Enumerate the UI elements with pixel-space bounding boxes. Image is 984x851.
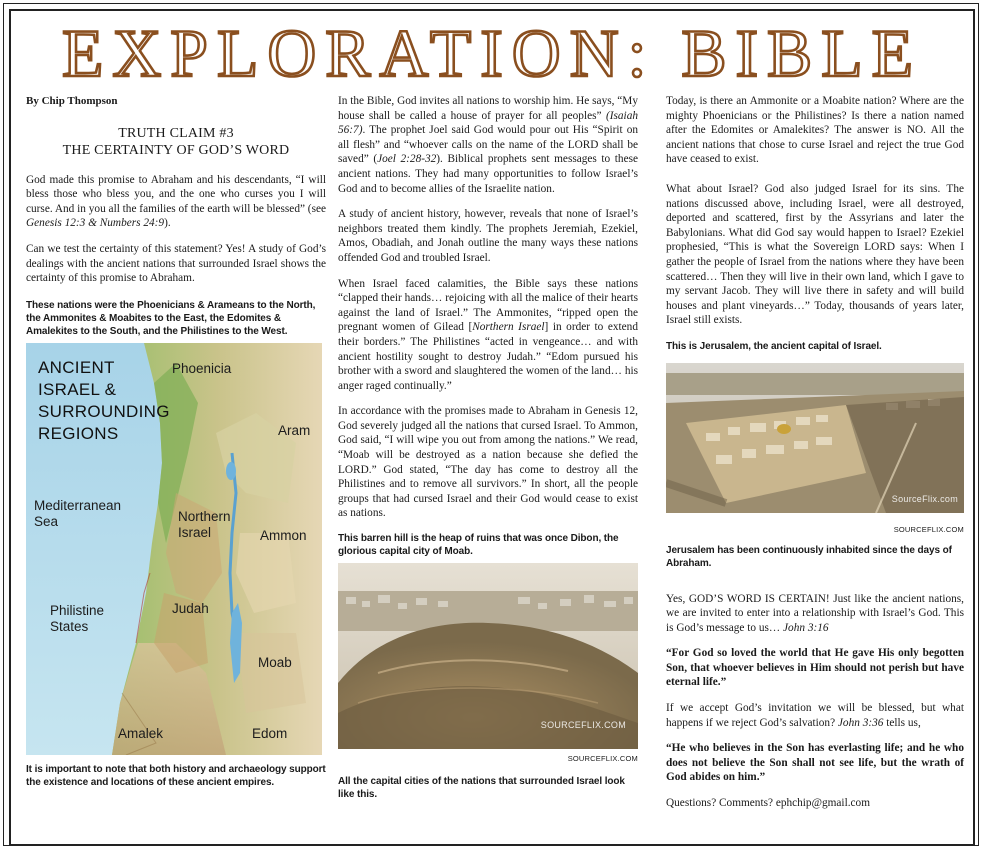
map-label-ammon: Ammon: [260, 527, 307, 543]
bracketed-note: Northern Israel: [472, 321, 545, 334]
text-span: Yes, GOD’S WORD IS CERTAIN! Just like the ancient nations, we are invited to enter into a relationship with Israel’s God. This is God’s message to us…: [666, 592, 964, 634]
text-span: When Israel faced calamities, the Bible says these nations “clapped their hands… rejoicing with all the malice of their hearts against the land of Israel.” The Ammonites, “ripped open the pregnant women of Gilead [: [338, 277, 638, 334]
photo-watermark: SOURCEFLIX.COM: [540, 720, 626, 731]
text-span: . The prophet Joel said God would pour out His “Spirit on all flesh” and “whoever calls on the name of the LORD shall be saved” (: [338, 124, 638, 166]
map-label-amalek: Amalek: [118, 725, 164, 741]
paragraph: What about Israel? God also judged Israel for its sins. The nations discussed above, including Israel, were all destroyed, deported and scattered, first by the Assyrians and later the Babylonians. What did God say would happen to Israel? Ezekiel prophesied, “This is what the Sovereign LORD says: When I gather the people of Israel from the nations where they have been scattered… Then they will live in their own land, which I gave to my servant Jacob. They will live there in safety and will build houses and plant vineyards…” Today, thousands of years later, Israel still exists.: [666, 182, 964, 327]
column-2: [338, 94, 638, 806]
masthead-title: EXPLORATION: BIBLE: [62, 16, 922, 86]
scripture-reference: Genesis 12:3 & Numbers 24:9: [26, 217, 165, 230]
map-label-line: States: [50, 618, 89, 634]
map-label-line: Northern: [178, 508, 231, 524]
map-label-line: Mediterranean: [34, 497, 122, 513]
map-label-mediterranean-sea: [34, 498, 121, 530]
scripture-reference: (Isaiah 56:7): [338, 109, 638, 137]
map-label-aram: Aram: [278, 422, 311, 438]
text-span: ). Biblical prophets sent messages to these ancient nations. They had many opportunities to follow Israel’s God and to become allies of the Israelite nation.: [338, 153, 639, 195]
map-label-line: Sea: [34, 513, 59, 529]
dibon-photo-caption: This barren hill is the heap of ruins that was once Dibon, the glorious capital city of Moab.: [338, 533, 619, 558]
photo-credit: SOURCEFLIX.COM: [893, 524, 964, 534]
map-title-line: SURROUNDING: [38, 401, 170, 421]
column-3: [666, 94, 964, 822]
paragraph: In accordance with the promises made to Abraham in Genesis 12, God severely judged all the nations that cursed Israel. To Ammon, God said, “I will wipe you out from among the nations.” We read, “Moab will be destroyed as a nation because she defied the LORD.” God stated, “The day has come to destroy all the Philistines and to remove all survivors.” In short, all the people groups that had cursed Israel and their God would cease to exist as nations.: [338, 405, 638, 520]
jerusalem-after-caption: Jerusalem has been continuously inhabited since the days of Abraham.: [666, 544, 952, 569]
paragraph: A study of ancient history, however, reveals that none of Israel’s neighbors treated them kindly. The prophets Jeremiah, Ezekiel, Amos, Obadiah, and Jonah outline the many ways these nations offended God and troubled Israel.: [338, 208, 638, 264]
column-1: [26, 94, 326, 794]
text-span: ).: [164, 217, 171, 230]
map-caption: These nations were the Phoenicians & Arameans to the North, the Ammonites & Moabites to the East, the Edomites & Amalekites to the South, and the Philistines to the West.: [26, 299, 316, 337]
scripture-quote: “For God so loved the world that He gave His only begotten Son, that whoever believes in Him should not perish but have eternal life.”: [666, 647, 964, 689]
scripture-reference: John 3:16: [783, 621, 829, 634]
masthead: [0, 16, 984, 86]
scripture-reference: John 3:36: [837, 716, 884, 729]
map-title-line: REGIONS: [38, 423, 119, 443]
map-label-philistine-states: [50, 603, 104, 635]
paragraph: [666, 701, 964, 730]
map-label-line: Philistine: [50, 602, 105, 618]
paragraph: [338, 277, 638, 394]
closing-caption: It is important to note that both history and archaeology support the existence and locations of these ancient empires.: [26, 763, 326, 788]
ancient-israel-map: [26, 343, 322, 755]
map-label-phoenicia: Phoenicia: [172, 360, 232, 376]
paragraph: Can we test the certainty of this statement? Yes! A study of God’s dealings with the ancient nations that surrounded Israel shows the certainty of this promise to Abraham.: [26, 242, 326, 285]
map-label-edom: Edom: [252, 725, 288, 741]
map-title-line: ISRAEL &: [38, 379, 117, 399]
text-span: If we accept God’s invitation we will be blessed, but what happens if we reject God’s salvation?: [666, 702, 964, 729]
photo-credit: SOURCEFLIX.COM: [567, 754, 638, 764]
text-span: tells us,: [883, 716, 921, 729]
paragraph: [666, 592, 964, 636]
scripture-quote: “He who believes in the Son has everlasting life; and he who does not believe the Son shall not see life, but the wrath of God abides on him.”: [666, 742, 964, 784]
map-title-line: ANCIENT: [38, 357, 115, 377]
jerusalem-photo-caption: This is Jerusalem, the ancient capital of Israel.: [666, 340, 882, 352]
claim-line-1: TRUTH CLAIM #3: [118, 125, 234, 141]
map-title: [38, 357, 170, 445]
truth-claim-heading: [26, 125, 326, 159]
dibon-ruins-photo: [338, 563, 638, 749]
text-span: God made this promise to Abraham and his descendants, “I will bless those who bless you, and the one who curses you I will curse. And in you all the families of the earth will be blessed” (see: [26, 173, 326, 215]
jerusalem-photo: [666, 363, 964, 513]
contact-line: Questions? Comments? ephchip@gmail.com: [666, 797, 870, 810]
text-span: ] in order to extend their borders.” The Philistines “acted in vengeance… and with ancient hostility sought to destroy Judah.” “Edom pursued his brother with a sword and slaughtered the women of the land… his anger raged continually.”: [338, 321, 638, 392]
photo-watermark: SourceFlix.com: [891, 494, 958, 505]
map-label-northern-israel: [178, 509, 231, 541]
paragraph: Today, is there an Ammonite or a Moabite nation? Where are the mighty Phoenicians or the Philistines? Is there a nation named after the Edomites or Amalekites? The answer is NO. All the ancient nations that chose to curse Israel and reject the true God have ceased to exist.: [666, 95, 964, 166]
closing-caption: All the capital cities of the nations that surrounded Israel look like this.: [338, 775, 625, 800]
map-label-line: Israel: [178, 524, 212, 540]
paragraph: [338, 94, 638, 196]
byline: By Chip Thompson: [26, 95, 118, 107]
jerusalem-photo-graphic: [666, 363, 964, 513]
scripture-reference: Joel 2:28-32: [377, 153, 437, 166]
claim-line-2: THE CERTAINTY OF GOD’S WORD: [62, 142, 290, 158]
map-label-moab: Moab: [258, 654, 292, 670]
map-label-judah: Judah: [172, 600, 209, 616]
paragraph: [26, 173, 326, 231]
text-span: In the Bible, God invites all nations to worship him. He says, “My house shall be called a house of prayer for all peoples”: [338, 95, 638, 122]
